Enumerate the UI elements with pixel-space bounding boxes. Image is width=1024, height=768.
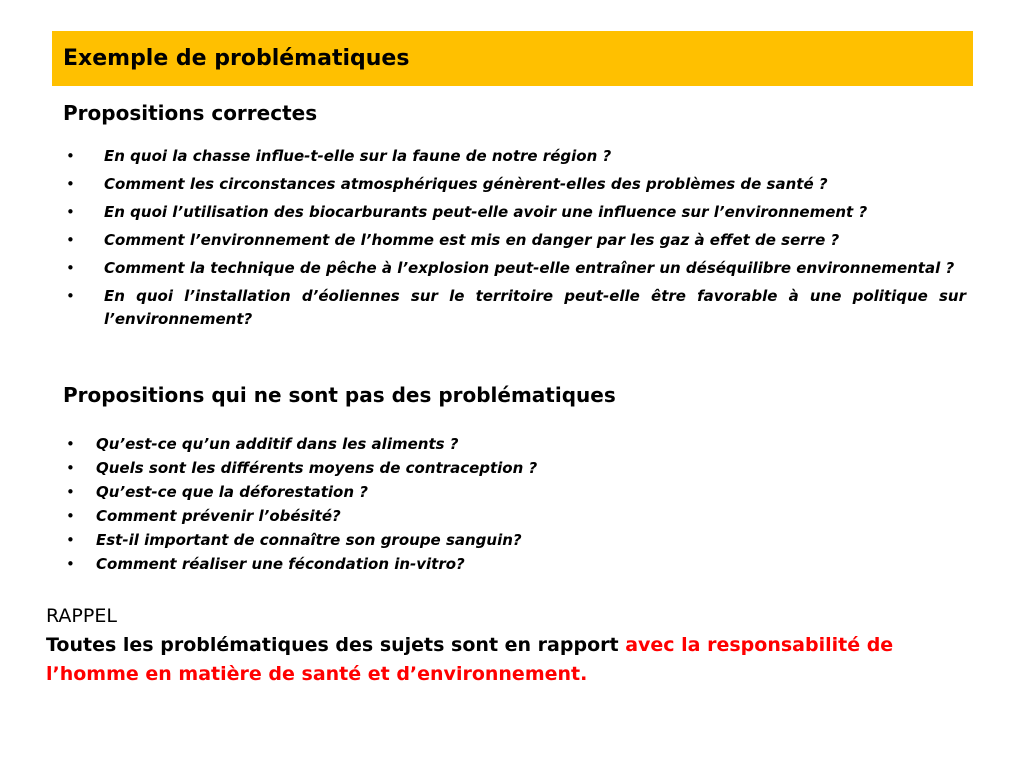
correct-propositions-list	[66, 145, 966, 336]
list-item	[66, 504, 796, 528]
list-item	[66, 145, 966, 168]
reminder-highlight-text: avec la responsabilité de l’homme en matière de santé et d’environnement.	[46, 634, 894, 685]
list-item-text: Comment l’environnement de l’homme est mis en danger par les gaz à effet de serre ?	[104, 231, 840, 249]
bullet-icon: •	[66, 231, 75, 249]
list-item	[66, 432, 796, 456]
bullet-icon: •	[66, 555, 75, 573]
bullet-icon: •	[66, 531, 75, 549]
list-item	[66, 552, 796, 576]
bullet-icon: •	[66, 259, 75, 277]
list-item	[66, 173, 966, 196]
reminder-label: RAPPEL	[46, 605, 117, 627]
list-item-text: Comment réaliser une fécondation in-vitro?	[96, 555, 465, 573]
list-item	[66, 528, 796, 552]
bullet-icon: •	[66, 435, 75, 453]
list-item-text: En quoi la chasse influe-t-elle sur la faune de notre région ?	[104, 147, 612, 165]
list-item	[66, 229, 966, 252]
reminder-block	[46, 602, 976, 689]
list-item	[66, 201, 966, 224]
list-item-text: Quels sont les différents moyens de contraception ?	[96, 459, 538, 477]
title-bar	[52, 31, 973, 86]
list-item-text: Comment la technique de pêche à l’explosion peut-elle entraîner un déséquilibre environnemental ?	[104, 259, 955, 277]
slide-title: Exemple de problématiques	[63, 46, 410, 71]
bullet-icon: •	[66, 459, 75, 477]
list-item-text: En quoi l’utilisation des biocarburants peut-elle avoir une influence sur l’environnement ?	[104, 203, 868, 221]
list-item-text: En quoi l’installation d’éoliennes sur le territoire peut-elle être favorable à une politique sur l’environnement?	[104, 287, 966, 328]
not-problematic-list	[66, 432, 796, 576]
bullet-icon: •	[66, 203, 75, 221]
list-item-text: Qu’est-ce que la déforestation ?	[96, 483, 368, 501]
list-item-text: Comment prévenir l’obésité?	[96, 507, 341, 525]
bullet-icon: •	[66, 147, 75, 165]
correct-propositions-heading: Propositions correctes	[63, 101, 318, 125]
bullet-icon: •	[66, 483, 75, 501]
bullet-icon: •	[66, 175, 75, 193]
bullet-icon: •	[66, 287, 75, 305]
list-item	[66, 257, 966, 280]
list-item	[66, 456, 796, 480]
list-item	[66, 285, 966, 331]
list-item-text: Qu’est-ce qu’un additif dans les aliments ?	[96, 435, 459, 453]
reminder-text: Toutes les problématiques des sujets sont en rapport	[46, 634, 626, 656]
not-problematic-heading: Propositions qui ne sont pas des problématiques	[63, 383, 616, 407]
list-item-text: Est-il important de connaître son groupe sanguin?	[96, 531, 522, 549]
bullet-icon: •	[66, 507, 75, 525]
list-item-text: Comment les circonstances atmosphériques génèrent-elles des problèmes de santé ?	[104, 175, 828, 193]
list-item	[66, 480, 796, 504]
